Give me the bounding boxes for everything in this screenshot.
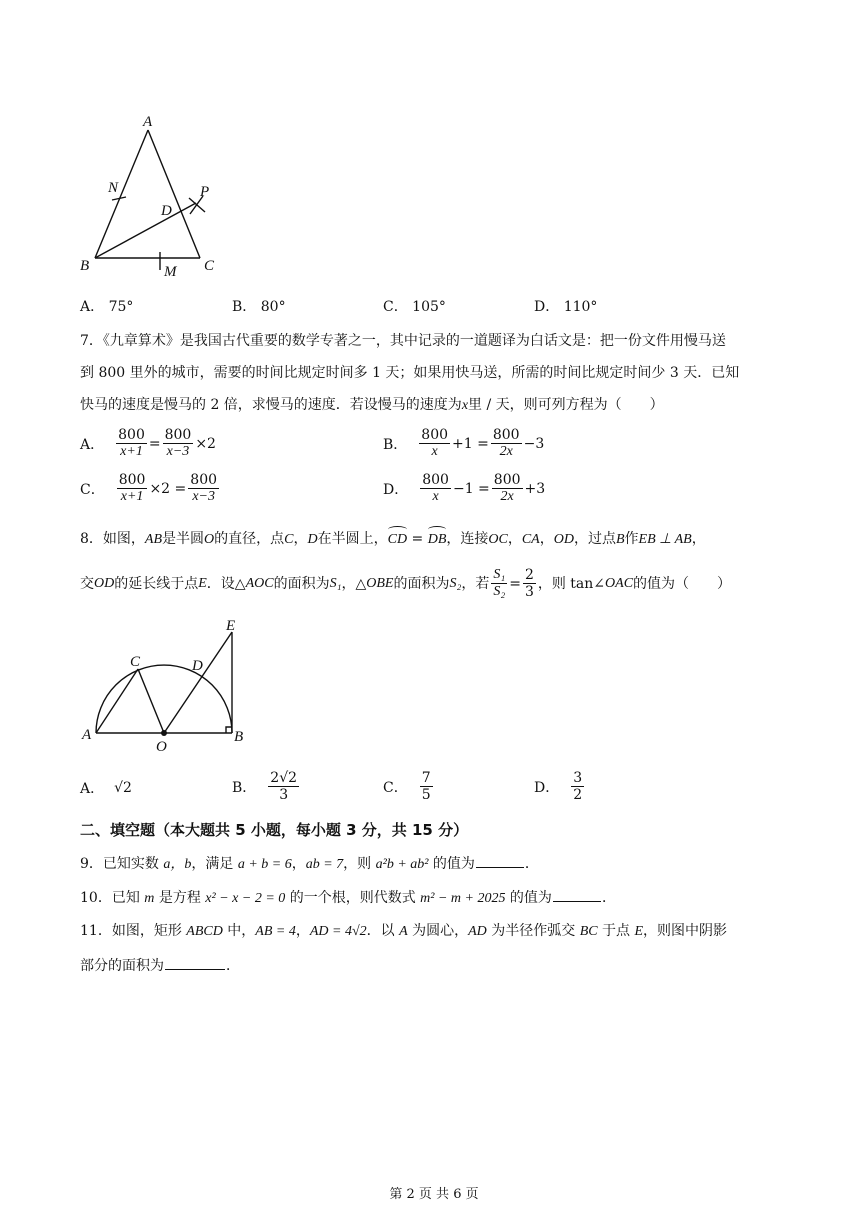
q6-option-b[interactable]: B． 80° bbox=[232, 299, 286, 315]
answer-blank[interactable] bbox=[165, 955, 225, 970]
q6-option-d[interactable]: D． 110° bbox=[534, 299, 598, 315]
label-c: C bbox=[130, 654, 141, 670]
label-m: M bbox=[164, 264, 177, 280]
label-a: A bbox=[82, 727, 92, 743]
label-b: B bbox=[80, 258, 90, 274]
label-o: O bbox=[156, 739, 167, 755]
q7-line-3: 快马的速度是慢马的 2 倍，求慢马的速度．若设慢马的速度为x里 / 天，则可列方程为（ ） bbox=[80, 397, 664, 413]
answer-blank[interactable] bbox=[553, 887, 601, 902]
ratio-s1-s2: $\frac{\text{S₁}}{\text{S₂}}$ bbox=[493, 567, 506, 600]
q8-option-d[interactable]: D． $\frac{3}{2}$ bbox=[534, 770, 583, 804]
q8-option-b[interactable]: B． $\frac{2√2}{3}$ bbox=[232, 770, 298, 804]
label-n: N bbox=[108, 180, 119, 196]
q11-line-1: 11．如图，矩形 ABCD 中，AB = 4，AD = 4√2．以 A 为圆心，AD 为半径作弧交 BC 于点 E，则图中阴影 bbox=[80, 923, 728, 939]
q8-option-a[interactable]: A． √2 bbox=[80, 780, 132, 797]
semicircle-lines bbox=[96, 632, 232, 733]
q7-option-a[interactable]: A． $\frac{800}{x+1}$ = $\frac{800}{x-3}$ ×2 bbox=[80, 427, 216, 460]
q10-line: 10．已知 m 是方程 x² − x − 2 = 0 的一个根，则代数式 m² − m + 2025 的值为 ． bbox=[80, 887, 616, 909]
q11-line-2: 部分的面积为 ． bbox=[80, 955, 240, 976]
section-title: 二、填空题（本大题共 5 小题，每小题 3 分，共 15 分） bbox=[80, 821, 469, 839]
q7-option-b[interactable]: B． $\frac{800}{x}$ +1 = $\frac{800}{2x}$ −3 bbox=[383, 427, 545, 460]
label-c: C bbox=[204, 258, 215, 274]
q7-option-d[interactable]: D． $\frac{800}{x}$ −1 = $\frac{800}{2x}$ +3 bbox=[383, 472, 546, 505]
page-footer: 第 2 页 共 6 页 bbox=[389, 1187, 479, 1202]
q8-line-2: 交 OD 的延长线于点 E ．设△ AOC 的面积为 S₁ ，△ OBE 的面积为 S₂ ，若 $\frac{\text{S₁}}{\text{S₂}}$ = $\frac{2}{3}$ ，则 tan∠ OAC 的值为（ ） bbox=[80, 567, 732, 601]
label-a: A bbox=[143, 114, 153, 130]
arc-db: DB bbox=[428, 530, 447, 550]
q8-option-c[interactable]: C． $\frac{7}{5}$ bbox=[383, 770, 431, 804]
segment-oc bbox=[138, 669, 164, 733]
semicircle-arc bbox=[96, 665, 232, 733]
label-e: E bbox=[226, 618, 236, 634]
q9-line: 9．已知实数 a，b，满足 a + b = 6，ab = 7，则 a²b + ab² 的值为 ． bbox=[80, 853, 539, 875]
q8-line-1: 8．如图，AB是半圆O的直径，点C，D在半圆上，CD = DB，连接OC，CA，OD，过点B作EB ⊥ AB， bbox=[80, 529, 706, 550]
label-d: D bbox=[161, 203, 172, 219]
ratio-2-3: $\frac{2}{3}$ bbox=[524, 567, 534, 601]
answer-blank[interactable] bbox=[476, 853, 524, 868]
right-angle-mark bbox=[226, 727, 232, 733]
q7-line-1: 7．《九章算术》是我国古代重要的数学专著之一，其中记录的一道题译为白话文是：把一份文件用慢马送 bbox=[80, 333, 726, 349]
segment-ac bbox=[96, 669, 138, 733]
label-d: D bbox=[192, 658, 203, 674]
label-b: B bbox=[234, 729, 244, 745]
q7-line-2: 到 800 里外的城市，需要的时间比规定时间多 1 天；如果用快马送，所需的时间比规定时间少 3 天．已知 bbox=[80, 365, 740, 381]
center-point-o bbox=[161, 730, 167, 736]
label-p: P bbox=[200, 184, 210, 200]
q7-option-c[interactable]: C． $\frac{800}{x+1}$ ×2 = $\frac{800}{x-3}$ bbox=[80, 472, 218, 505]
q6-option-c[interactable]: C． 105° bbox=[383, 299, 446, 315]
segment-oe bbox=[164, 632, 232, 733]
arc-cd: CD bbox=[388, 530, 407, 550]
q6-option-a[interactable]: A． 75° bbox=[80, 299, 134, 315]
